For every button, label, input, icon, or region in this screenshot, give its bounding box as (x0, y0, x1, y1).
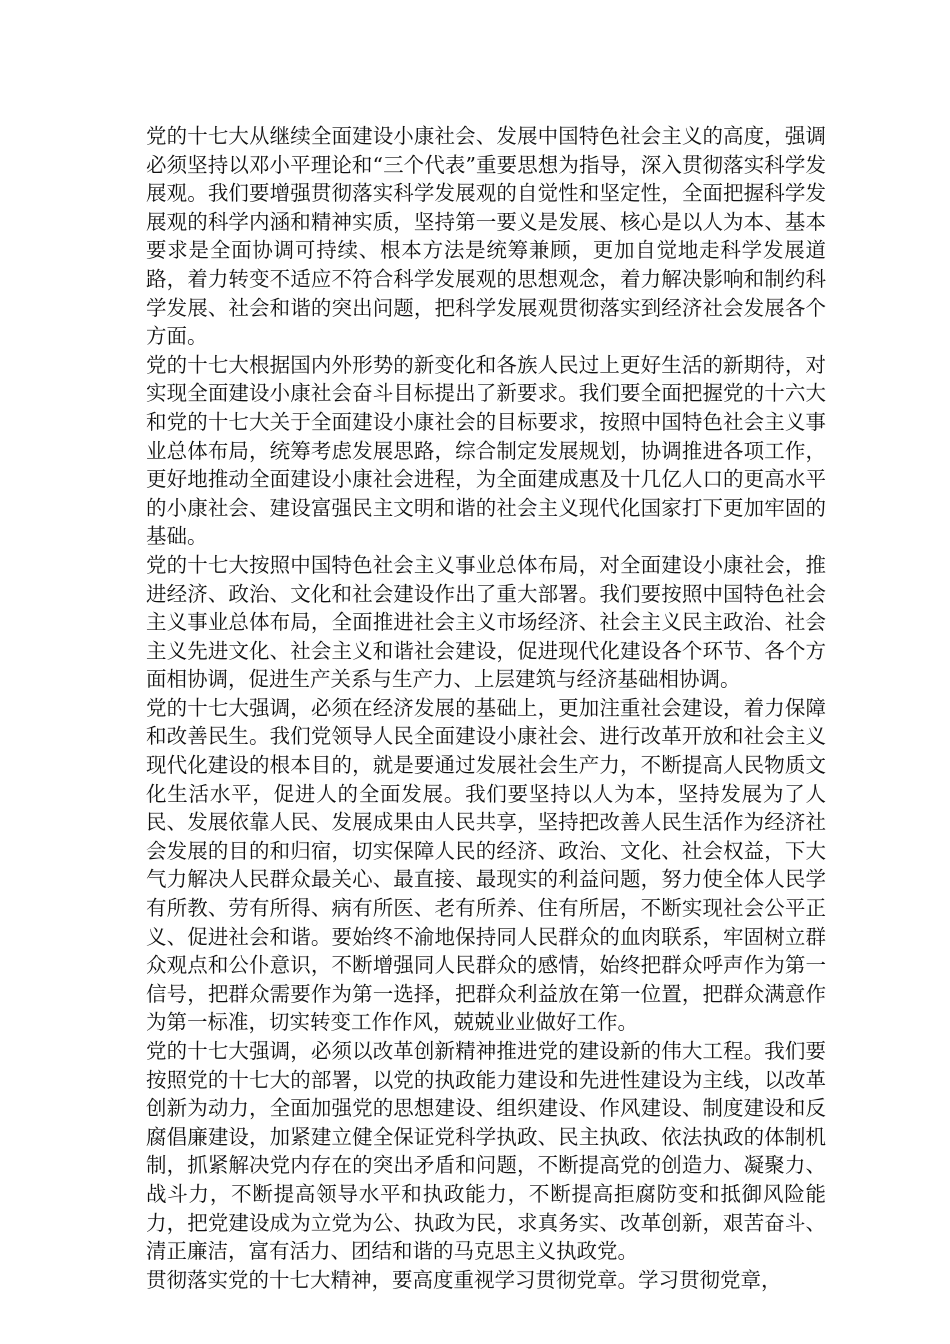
paragraph-social-construction: 党的十七大强调，必须在经济发展的基础上，更加注重社会建设，着力保障和改善民生。我们党领导人民全面建设小康社会、进行改革开放和社会主义现代化建设的根本目的，就是要通过发展社会生产力，不断提高人民物质文化生活水平，促进人的全面发展。我们要坚持以人为本，坚持发展为了人民、发展依靠人民、发展成果由人民共享，坚持把改善人民生活作为经济社会发展的目的和归宿，切实保障人民的经济、政治、文化、社会权益，下大气力解决人民群众最关心、最直接、最现实的利益问题，努力使全体人民学有所教、劳有所得、病有所医、老有所养、住有所居，不断实现社会公平正义、促进社会和谐。要始终不渝地保持同人民群众的血肉联系，牢固树立群众观点和公仆意识，不断增强同人民群众的感情，始终把群众呼声作为第一信号，把群众需要作为第一选择，把群众利益放在第一位置，把群众满意作为第一标准，切实转变工作作风，兢兢业业做好工作。 (146, 695, 826, 1035)
document-body (146, 122, 826, 1294)
paragraph-overall-layout: 党的十七大按照中国特色社会主义事业总体布局，对全面建设小康社会，推进经济、政治、文化和社会建设作出了重大部署。我们要按照中国特色社会主义事业总体布局，全面推进社会主义市场经济、社会主义民主政治、社会主义先进文化、社会主义和谐社会建设，促进现代化建设各个环节、各个方面相协调，促进生产关系与生产力、上层建筑与经济基础相协调。 (146, 552, 826, 692)
paragraph-scientific-development: 党的十七大从继续全面建设小康社会、发展中国特色社会主义的高度，强调必须坚持以邓小平理论和“三个代表”重要思想为指导，深入贯彻落实科学发展观。我们要增强贯彻落实科学发展观的自觉性和坚定性，全面把握科学发展观的科学内涵和精神实质，坚持第一要义是发展、核心是以人为本、基本要求是全面协调可持续、根本方法是统筹兼顾，更加自觉地走科学发展道路，着力转变不适应不符合科学发展观的思想观念，着力解决影响和制约科学发展、社会和谐的突出问题，把科学发展观贯彻落实到经济社会发展各个方面。 (146, 124, 826, 349)
paragraph-party-building: 党的十七大强调，必须以改革创新精神推进党的建设新的伟大工程。我们要按照党的十七大的部署，以党的执政能力建设和先进性建设为主线，以改革创新为动力，全面加强党的思想建设、组织建设、作风建设、制度建设和反腐倡廉建设，加紧建立健全保证党科学执政、民主执政、依法执政的体制机制，抓紧解决党内存在的突出矛盾和问题，不断提高党的创造力、凝聚力、战斗力，不断提高领导水平和执政能力，不断提高拒腐防变和抵御风险能力，把党建设成为立党为公、执政为民，求真务实、改革创新，艰苦奋斗、清正廉洁，富有活力、团结和谐的马克思主义执政党。 (146, 1039, 826, 1264)
paragraph-xiaokang-goals: 党的十七大根据国内外形势的新变化和各族人民过上更好生活的新期待，对实现全面建设小康社会奋斗目标提出了新要求。我们要全面把握党的十六大和党的十七大关于全面建设小康社会的目标要求，按照中国特色社会主义事业总体布局，统筹考虑发展思路，综合制定发展规划，协调推进各项工作，更好地推动全面建设小康社会进程，为全面建成惠及十几亿人口的更高水平的小康社会、建设富强民主文明和谐的社会主义现代化国家打下更加牢固的基础。 (146, 352, 826, 549)
paragraph-party-constitution: 贯彻落实党的十七大精神，要高度重视学习贯彻党章。学习贯彻党章， (146, 1267, 782, 1292)
